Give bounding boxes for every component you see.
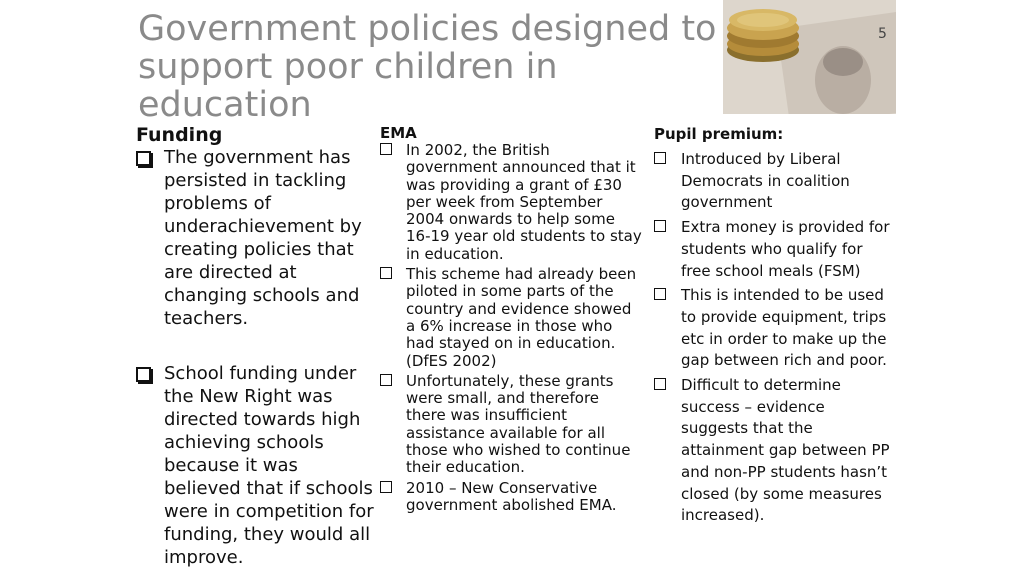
checkbox-bullet-icon <box>380 267 392 279</box>
checkbox-bullet-icon <box>380 374 392 386</box>
checkbox-bullet-icon <box>136 151 151 166</box>
list-item <box>380 480 642 515</box>
pupil-premium-heading: Pupil premium: <box>654 125 784 143</box>
checkbox-bullet-icon <box>380 481 392 493</box>
funding-heading: Funding <box>136 124 223 146</box>
item-text: Difficult to determine success – evidence suggests that the attainment gap between PP and non-PP students hasn’t closed (by some measures increased). <box>681 376 890 525</box>
ema-list <box>380 142 642 514</box>
item-text: The government has persisted in tackling problems of underachievement by creating policies that are directed at changing schools and teachers. <box>164 147 362 329</box>
ema-column <box>380 124 642 514</box>
item-text: Introduced by Liberal Democrats in coalition government <box>681 150 850 212</box>
list-item <box>380 142 642 263</box>
list-item <box>654 217 894 282</box>
checkbox-bullet-icon <box>654 152 666 164</box>
pupil-premium-list <box>654 149 894 527</box>
item-text: School funding under the New Right was directed towards high achieving schools because it was believed that if schools were in competition for funding, they would all improve. <box>164 363 374 568</box>
funding-list <box>136 146 376 569</box>
item-text: In 2002, the British government announced that it was providing a grant of £30 per week from September 2004 onwards to help some 16-19 year old students to stay in education. <box>406 141 642 263</box>
pupil-premium-column <box>654 124 894 527</box>
money-photo <box>723 0 896 114</box>
checkbox-bullet-icon <box>654 220 666 232</box>
list-item <box>380 266 642 370</box>
list-item <box>654 285 894 372</box>
item-text: Extra money is provided for students who qualify for free school meals (FSM) <box>681 218 890 280</box>
list-item <box>136 362 376 569</box>
checkbox-bullet-icon <box>654 288 666 300</box>
list-item <box>136 146 376 330</box>
slide-title: Government policies designed to support poor children in education <box>138 9 717 125</box>
item-text: This scheme had already been piloted in some parts of the country and evidence showed a 6% increase in those who had stayed on in education. (DfES 2002) <box>406 265 637 370</box>
ema-heading: EMA <box>380 124 417 142</box>
funding-column <box>136 124 376 569</box>
list-item <box>654 149 894 214</box>
item-text: Unfortunately, these grants were small, and therefore there was insufficient assistance available for all those who wished to continue their education. <box>406 371 631 477</box>
list-item <box>380 373 642 477</box>
svg-text:5: 5 <box>878 26 887 42</box>
checkbox-bullet-icon <box>380 143 392 155</box>
item-text: 2010 – New Conservative government abolished EMA. <box>406 478 617 514</box>
checkbox-bullet-icon <box>136 367 151 382</box>
checkbox-bullet-icon <box>654 378 666 390</box>
list-item <box>654 375 894 527</box>
item-text: This is intended to be used to provide equipment, trips etc in order to make up the gap between rich and poor. <box>681 286 887 370</box>
